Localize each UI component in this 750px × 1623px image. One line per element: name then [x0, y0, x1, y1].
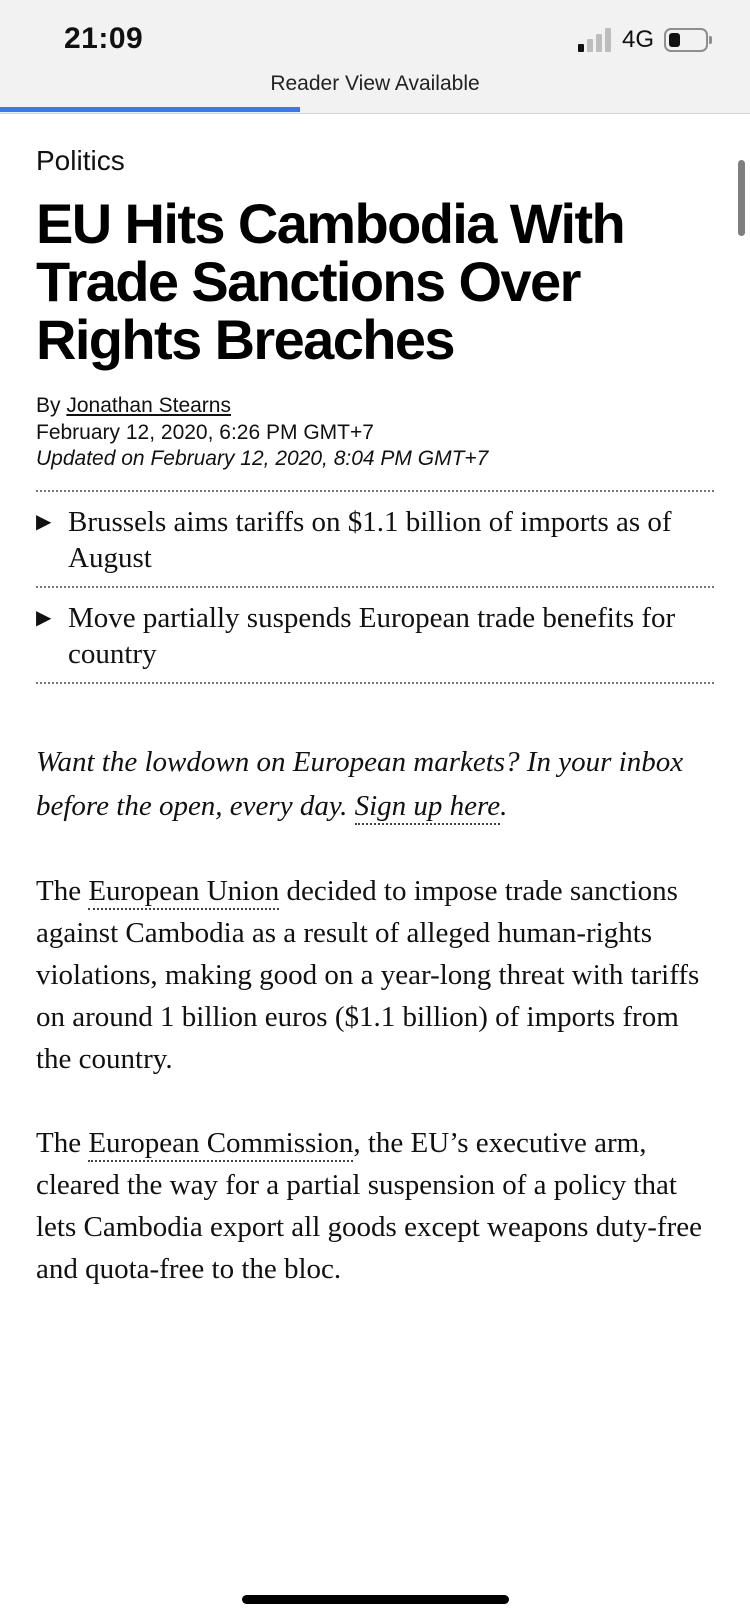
triangle-right-icon: ▶: [36, 607, 52, 629]
author-link[interactable]: Jonathan Stearns: [66, 394, 231, 417]
article: [36, 145, 714, 1290]
home-indicator[interactable]: [242, 1595, 509, 1604]
promo-suffix: .: [500, 790, 508, 822]
page-load-progress: [0, 107, 300, 112]
triangle-right-icon: ▶: [36, 511, 52, 533]
summary-bullets: [36, 490, 714, 684]
updated-date-line: [36, 446, 714, 472]
reader-view-button[interactable]: Reader View Available: [270, 72, 480, 95]
updated-date: February 12, 2020, 8:04 PM GMT+7: [150, 447, 489, 470]
paragraph-prefix: The: [36, 875, 82, 907]
scrollbar[interactable]: [738, 160, 745, 236]
updated-prefix: Updated on: [36, 447, 145, 470]
network-type: 4G: [622, 26, 655, 53]
battery-icon: [664, 28, 708, 52]
bullet-text: Brussels aims tariffs on $1.1 billion of imports as of August: [68, 506, 672, 574]
promo-text: Want the lowdown on European markets? In your inbox before the open, every day.: [36, 746, 684, 822]
byline: [36, 393, 714, 419]
paragraph-prefix: The: [36, 1127, 82, 1159]
european-commission-link[interactable]: European Commission: [88, 1127, 353, 1162]
list-item: [36, 492, 714, 588]
status-time: 21:09: [64, 22, 144, 55]
paragraph-text: decided to impose trade sanctions against Cambodia as a result of alleged human-rights violations, making good on a year-long threat with tariffs on around 1 billion euros ($1.1 billion) of imports from the country.: [36, 875, 700, 1075]
european-union-link[interactable]: European Union: [88, 875, 279, 910]
cellular-signal-icon: [578, 28, 614, 52]
newsletter-promo: [36, 740, 714, 828]
body-paragraph: [36, 870, 714, 1080]
byline-prefix: By: [36, 394, 61, 417]
sign-up-link[interactable]: Sign up here: [355, 790, 501, 825]
list-item: [36, 588, 714, 684]
body-paragraph: [36, 1122, 714, 1290]
bullet-text: Move partially suspends European trade benefits for country: [68, 602, 676, 670]
page-title: EU Hits Cambodia With Trade Sanctions Over Rights Breaches: [36, 192, 625, 371]
browser-top-bar: [0, 0, 750, 114]
section-label[interactable]: Politics: [36, 145, 125, 176]
paragraph-text: , the EU’s executive arm, cleared the way for a partial suspension of a policy that lets Cambodia export all goods except weapons duty-free and quota-free to the bloc.: [36, 1127, 702, 1285]
published-date: February 12, 2020, 6:26 PM GMT+7: [36, 421, 374, 444]
